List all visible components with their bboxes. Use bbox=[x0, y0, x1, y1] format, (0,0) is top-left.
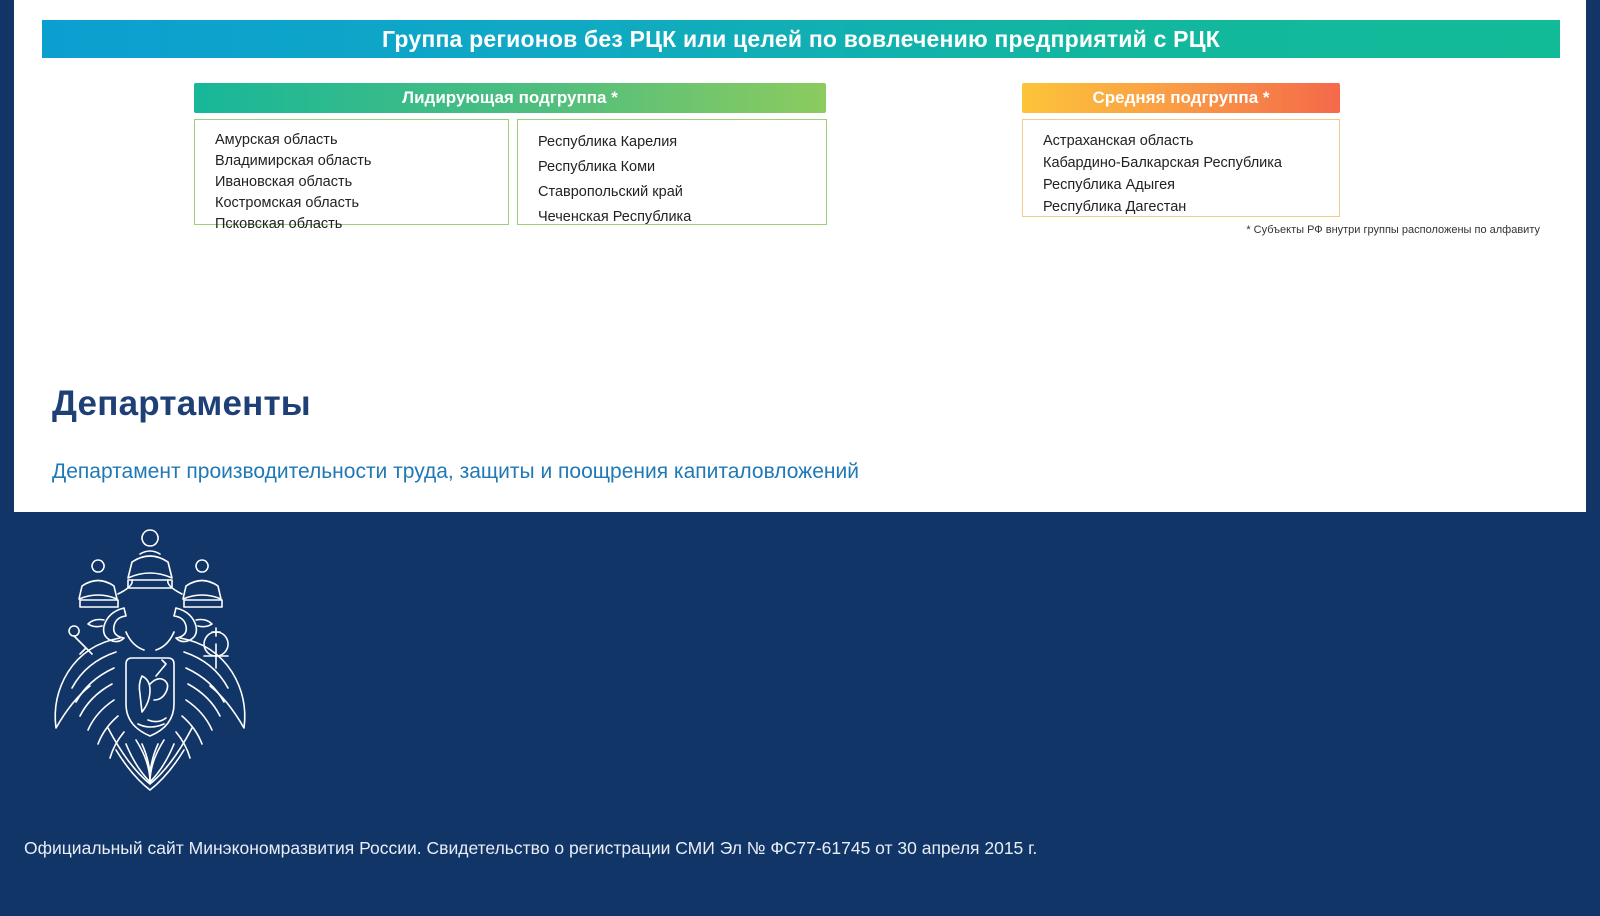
alphabetical-footnote: * Субъекты РФ внутри группы расположены по алфавиту bbox=[1246, 224, 1540, 236]
list-item: Амурская область bbox=[215, 132, 338, 148]
list-item: Владимирская область bbox=[215, 153, 372, 169]
list-item: Республика Адыгея bbox=[1043, 177, 1176, 193]
middle-subgroup-header: Средняя подгруппа * bbox=[1022, 83, 1340, 113]
list-item: Костромская область bbox=[215, 195, 360, 211]
region-list bbox=[518, 120, 826, 240]
department-link[interactable]: Департамент производительности труда, защиты и поощрения капиталовложений bbox=[52, 460, 859, 483]
list-item: Республика Дагестан bbox=[1043, 199, 1187, 215]
list-item: Кабардино-Балкарская Республика bbox=[1043, 155, 1282, 171]
region-list bbox=[1023, 120, 1339, 228]
list-item: Республика Карелия bbox=[538, 134, 678, 150]
group-banner-title: Группа регионов без РЦК или целей по вовлечению предприятий с РЦК bbox=[42, 20, 1560, 58]
leading-region-list-column-1 bbox=[194, 119, 509, 232]
list-item: Чеченская Республика bbox=[538, 209, 692, 225]
list-item: Астраханская область bbox=[1043, 133, 1194, 149]
leading-region-list-column-2 bbox=[517, 119, 827, 225]
page-title: Департаменты bbox=[52, 384, 311, 424]
russian-coat-of-arms-icon bbox=[20, 528, 280, 808]
region-list bbox=[195, 120, 508, 245]
list-item: Республика Коми bbox=[538, 159, 656, 175]
list-item: Псковская область bbox=[215, 216, 343, 232]
footer-legal-text: Официальный сайт Минэкономразвития России. Свидетельство о регистрации СМИ Эл № ФС77-61745 от 30 апреля 2015 г. bbox=[24, 838, 1038, 858]
middle-region-list bbox=[1022, 119, 1340, 217]
list-item: Ставропольский край bbox=[538, 184, 683, 200]
leading-subgroup-header: Лидирующая подгруппа * bbox=[194, 83, 826, 113]
list-item: Ивановская область bbox=[215, 174, 353, 190]
site-footer bbox=[0, 512, 1600, 916]
